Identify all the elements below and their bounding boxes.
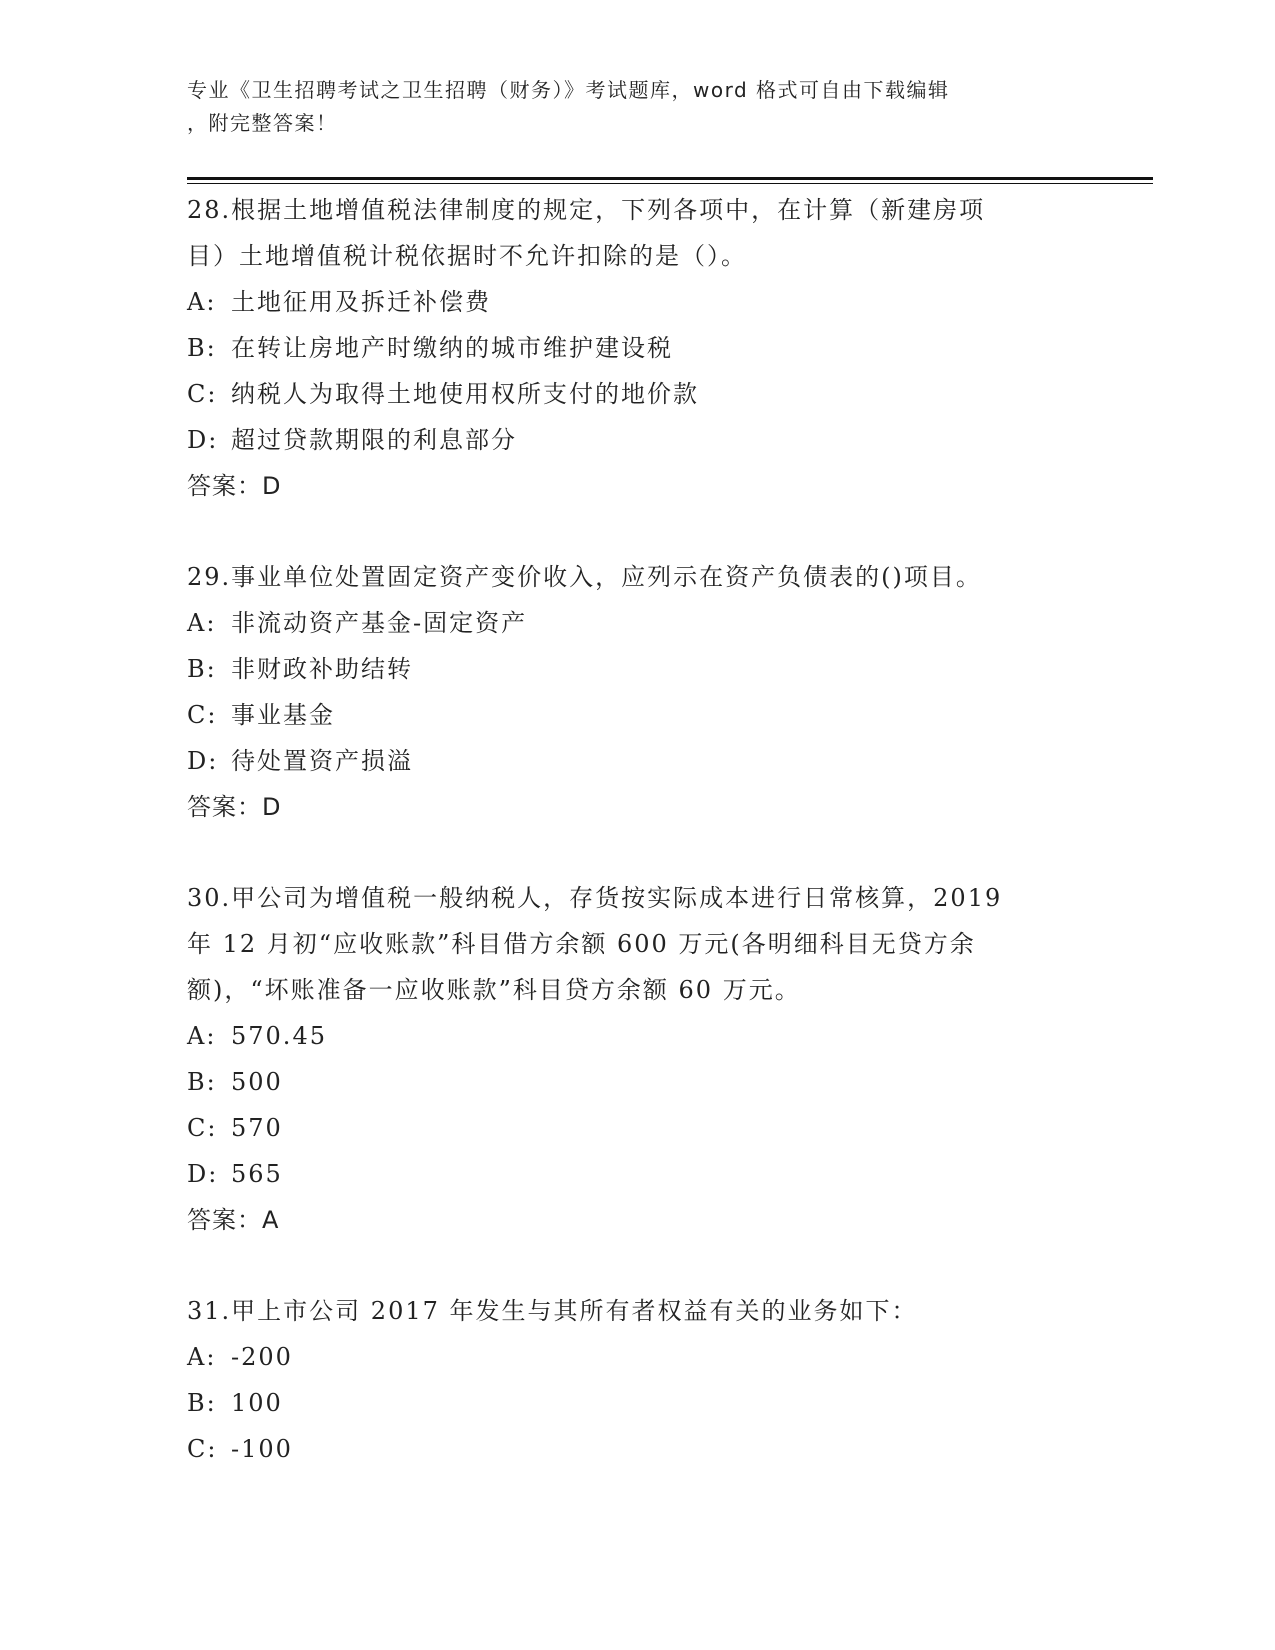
question-list [187,187,1087,1472]
option-key: A: [187,1343,217,1371]
option-key: D: [187,426,219,454]
option-d [187,1151,1087,1197]
option-d [187,417,1087,463]
option-c [187,692,1087,738]
option-c [187,371,1087,417]
option-key: C: [187,380,218,408]
answer-line: 答案：A [187,1206,280,1234]
option-text: 500 [231,1068,283,1096]
question-28 [187,187,1087,509]
option-a [187,279,1087,325]
option-text: 570.45 [231,1022,327,1050]
option-key: D: [187,747,219,775]
option-key: B: [187,655,217,683]
option-key: B: [187,334,217,362]
option-text: 待处置资产损溢 [231,747,413,775]
option-d [187,738,1087,784]
option-b [187,1059,1087,1105]
question-spacer [187,509,1087,554]
question-31 [187,1288,1087,1472]
header-line-2: ，附完整答案！ [187,111,338,135]
option-key: D: [187,1160,219,1188]
option-text: 565 [231,1160,283,1188]
question-stem-line: 29.事业单位处置固定资产变价收入，应列示在资产负债表的()项目。 [187,563,982,591]
option-key: B: [187,1389,217,1417]
option-text: 超过贷款期限的利息部分 [231,426,517,454]
option-text: 事业基金 [231,701,335,729]
question-stem-line: 28.根据土地增值税法律制度的规定，下列各项中，在计算（新建房项 [187,196,986,224]
document-header [187,74,1087,140]
answer-line: 答案：D [187,793,282,821]
question-stem-line: 目）土地增值税计税依据时不允许扣除的是（）。 [187,242,747,270]
option-b [187,646,1087,692]
option-key: C: [187,1114,218,1142]
question-stem-line: 30.甲公司为增值税一般纳税人，存货按实际成本进行日常核算，2019 [187,884,1003,912]
option-key: A: [187,1022,217,1050]
option-text: 100 [231,1389,283,1417]
option-b [187,1380,1087,1426]
option-key: C: [187,1435,218,1463]
option-text: 在转让房地产时缴纳的城市维护建设税 [231,334,673,362]
question-stem-line: 31.甲上市公司 2017 年发生与其所有者权益有关的业务如下： [187,1297,918,1325]
option-text: 570 [231,1114,283,1142]
header-divider-thick [187,177,1153,180]
option-text: 非财政补助结转 [231,655,413,683]
question-stem-line: 年 12 月初“应收账款”科目借方余额 600 万元(各明细科目无贷方余 [187,930,976,958]
option-c [187,1105,1087,1151]
question-spacer [187,830,1087,875]
option-key: B: [187,1068,217,1096]
option-a [187,600,1087,646]
option-key: C: [187,701,218,729]
question-29 [187,554,1087,830]
option-text: 非流动资产基金-固定资产 [231,609,528,637]
option-key: A: [187,288,217,316]
question-30 [187,875,1087,1243]
question-spacer [187,1243,1087,1288]
option-a [187,1013,1087,1059]
option-text: -100 [231,1435,293,1463]
option-key: A: [187,609,217,637]
option-c [187,1426,1087,1472]
header-divider-thin [187,183,1153,184]
option-b [187,325,1087,371]
answer-line: 答案：D [187,472,282,500]
option-text: 土地征用及拆迁补偿费 [231,288,491,316]
option-text: -200 [231,1343,293,1371]
header-line-1: 专业《卫生招聘考试之卫生招聘（财务）》考试题库，word 格式可自由下载编辑 [187,78,950,102]
option-a [187,1334,1087,1380]
option-text: 纳税人为取得土地使用权所支付的地价款 [231,380,699,408]
question-stem-line: 额)，“坏账准备一应收账款”科目贷方余额 60 万元。 [187,976,801,1004]
